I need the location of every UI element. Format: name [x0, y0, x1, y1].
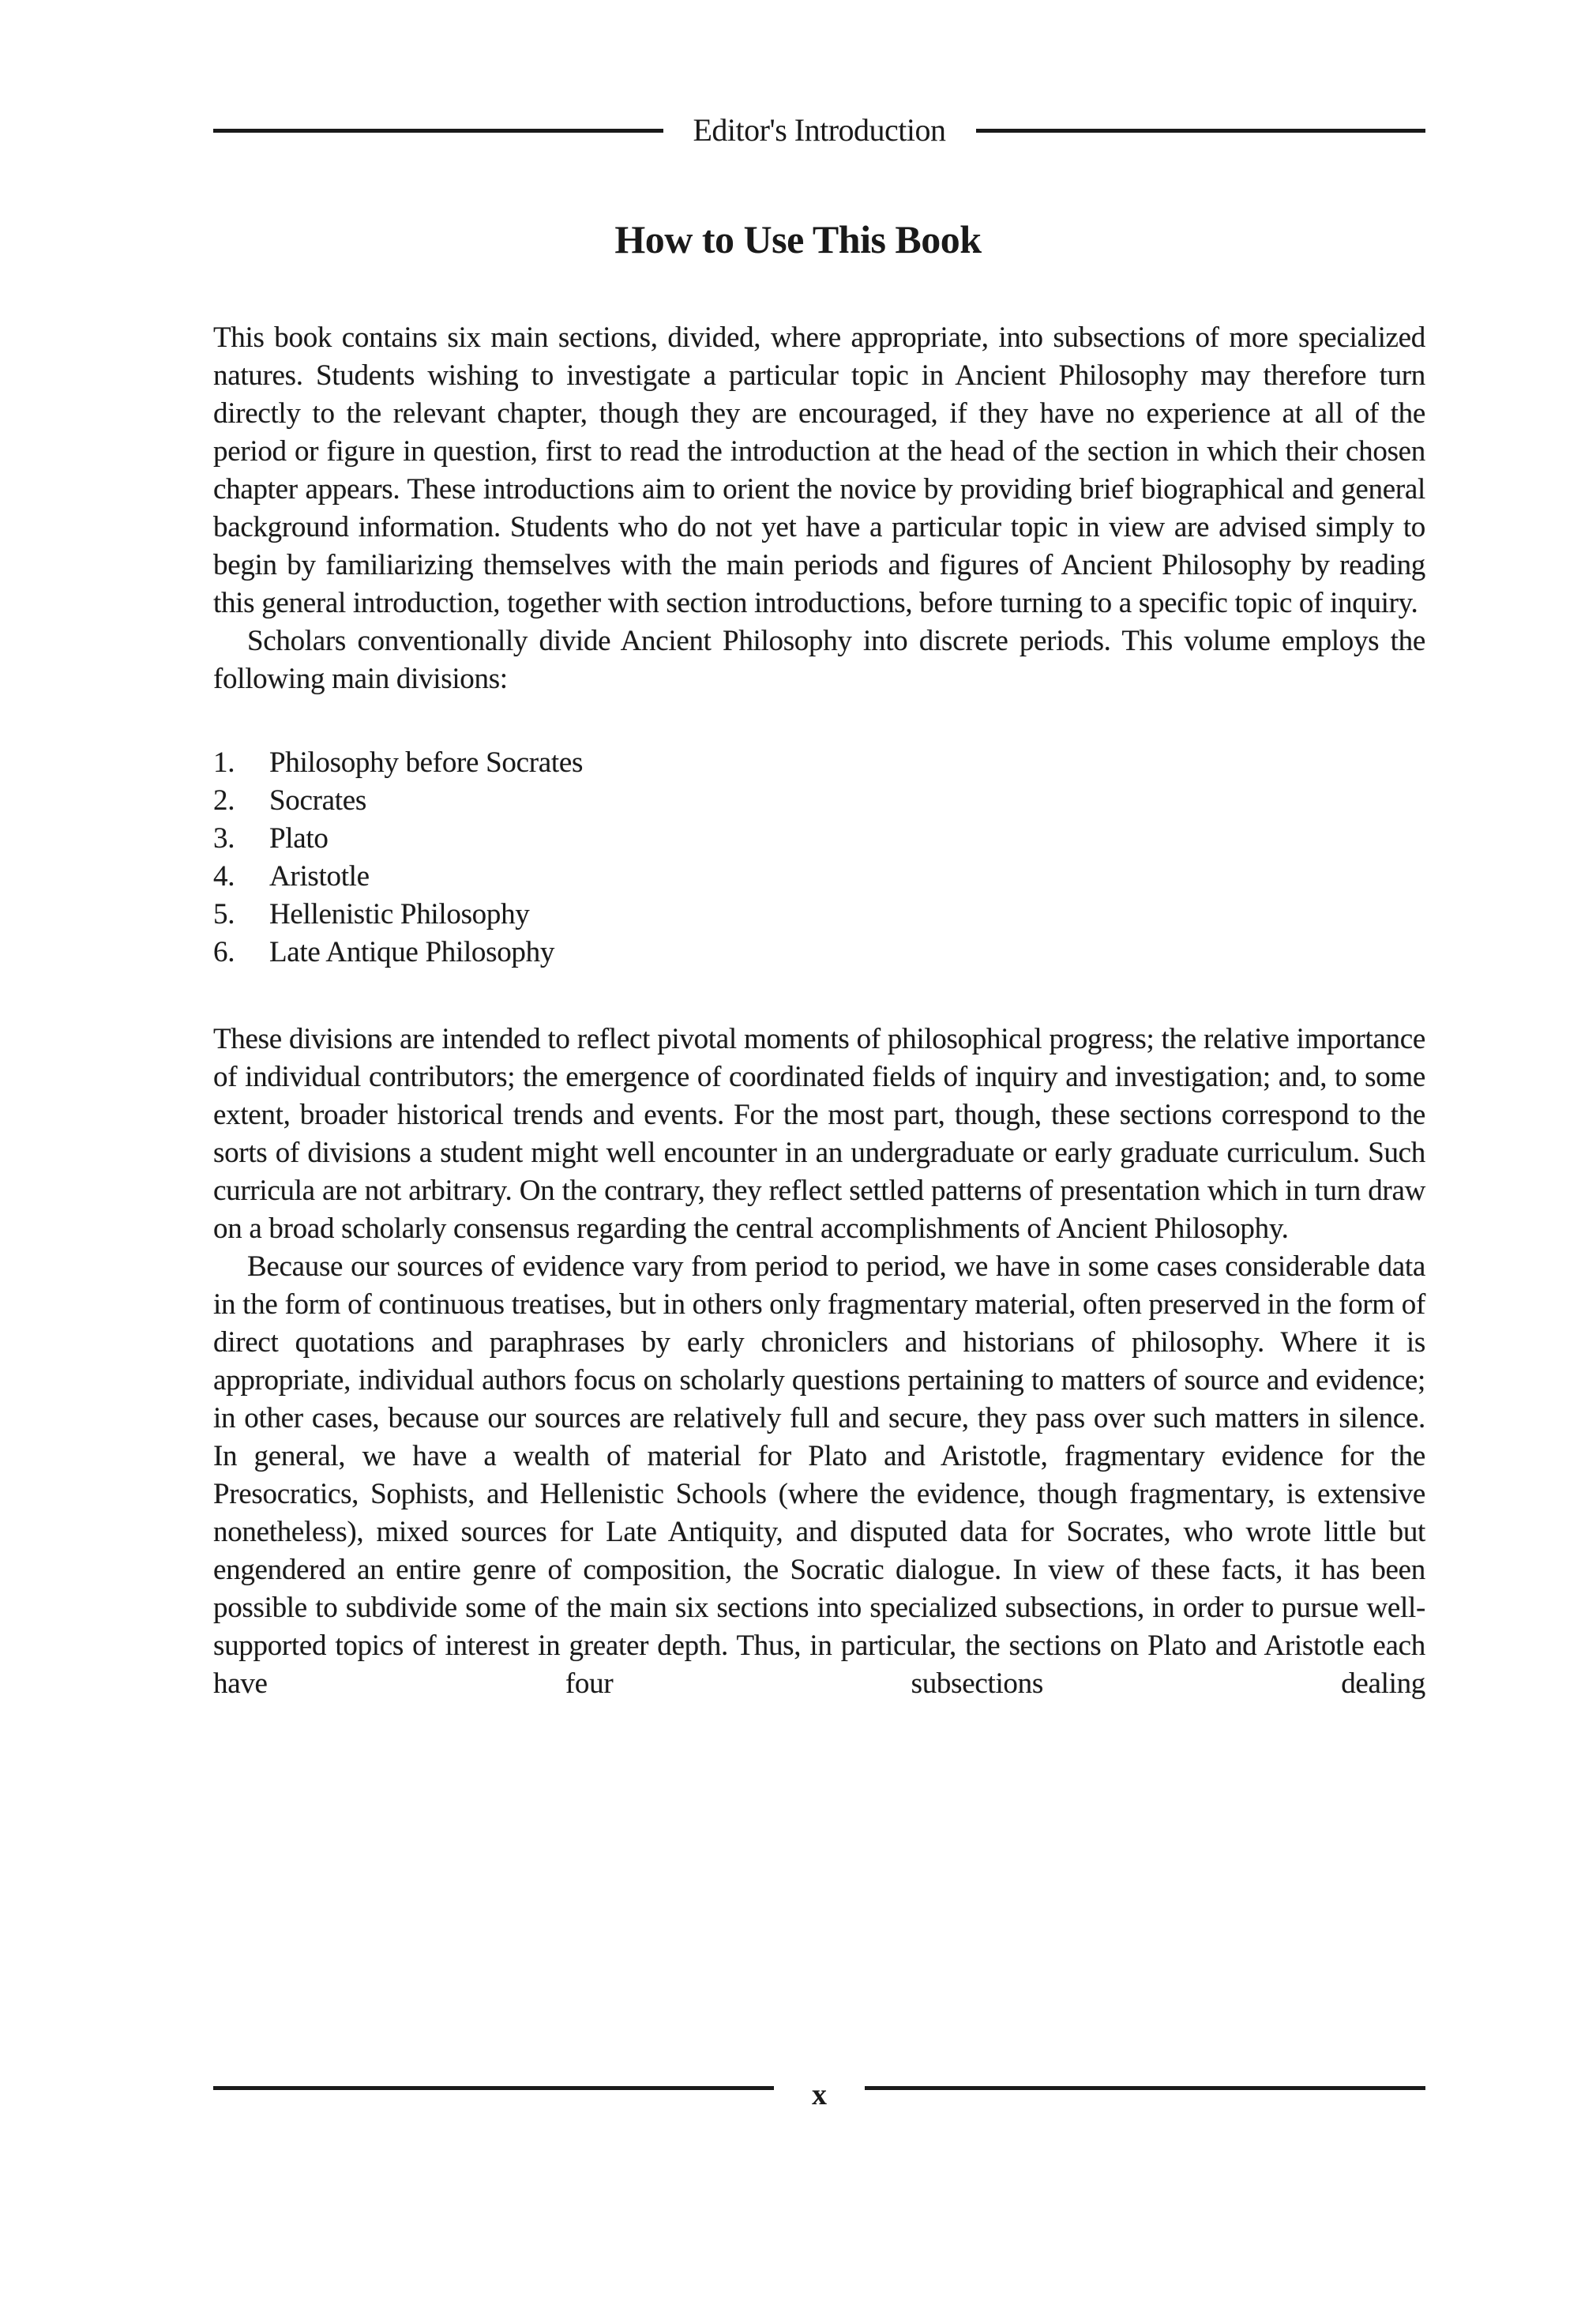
footer-rule-right [865, 2086, 1425, 2090]
list-item-number: 5. [213, 898, 235, 930]
list-item-label: Philosophy before Socrates [269, 746, 584, 779]
list-item [213, 934, 1425, 972]
page-footer [213, 2070, 1425, 2111]
list-item-label: Hellenistic Philosophy [269, 898, 530, 930]
divisions-list [213, 744, 1425, 972]
footer-rule-left [213, 2086, 774, 2090]
running-head-rule-right [976, 129, 1426, 133]
paragraph-2: Scholars conventionally divide Ancient Philosophy into discrete periods. This volume employs the following main divisions: [213, 625, 1425, 695]
running-head [213, 112, 1425, 148]
list-item-label: Aristotle [269, 860, 370, 893]
list-item-number: 2. [213, 784, 235, 817]
list-item [213, 820, 1425, 858]
list-item-number: 6. [213, 936, 235, 968]
paragraph-3: These divisions are intended to reflect pivotal moments of philosophical progress; the relative importance of individual contributors; the emergence of coordinated fields of inquiry and investigation; and, to some extent, broader historical trends and events. For the most part, though, these sections correspond to the sorts of divisions a student might well encounter in an undergraduate or early graduate curriculum. Such curricula are not arbitrary. On the contrary, they reflect settled patterns of presentation which in turn draw on a broad scholarly consensus regarding the central accomplishments of Ancient Philosophy. [213, 1023, 1425, 1245]
body-text [213, 319, 1425, 1703]
list-item-label: Late Antique Philosophy [269, 936, 555, 968]
list-item [213, 782, 1425, 820]
list-item [213, 858, 1425, 896]
list-item-number: 3. [213, 822, 235, 855]
running-head-label: Editor's Introduction [693, 112, 946, 148]
list-item [213, 896, 1425, 934]
paragraph-1: This book contains six main sections, divided, where appropriate, into subsections of more specialized natures. Students wishing to investigate a particular topic in Ancient Philosophy may therefore turn directly to the relevant chapter, though they are encouraged, if they have no experience at all of the period or figure in question, first to read the introduction at the head of the section in which their chosen chapter appears. These introductions aim to orient the novice by providing brief biographical and general background information. Students who do not yet have a particular topic in view are advised simply to begin by familiarizing themselves with the main periods and figures of Ancient Philosophy by reading this general introduction, together with section introductions, before turning to a specific topic of inquiry. [213, 321, 1425, 619]
page-title: How to Use This Book [614, 217, 982, 261]
list-item-number: 1. [213, 746, 235, 779]
list-item [213, 744, 1425, 782]
paragraph-4: Because our sources of evidence vary from period to period, we have in some cases considerable data in the form of continuous treatises, but in others only fragmentary material, often preserved in the form of direct quotations and paraphrases by early chroniclers and historians of philosophy. Where it is appropriate, individual authors focus on scholarly questions pertaining to matters of source and evidence; in other cases, because our sources are relatively full and secure, they pass over such matters in silence. In general, we have a wealth of material for Plato and Aristotle, fragmentary evidence for the Presocratics, Sophists, and Hellenistic Schools (where the evidence, though fragmentary, is extensive nonetheless), mixed sources for Late Antiquity, and disputed data for Socrates, who wrote little but engendered an entire genre of composition, the Socratic dialogue. In view of these facts, it has been possible to subdivide some of the main six sections into specialized subsections, in order to pursue well-supported topics of interest in greater depth. Thus, in particular, the sections on Plato and Aristotle each have four subsections dealing [213, 1250, 1425, 1700]
list-item-label: Socrates [269, 784, 366, 817]
page-number: x [812, 2078, 827, 2111]
list-item-label: Plato [269, 822, 329, 855]
list-item-number: 4. [213, 860, 235, 893]
running-head-rule-left [213, 129, 663, 133]
